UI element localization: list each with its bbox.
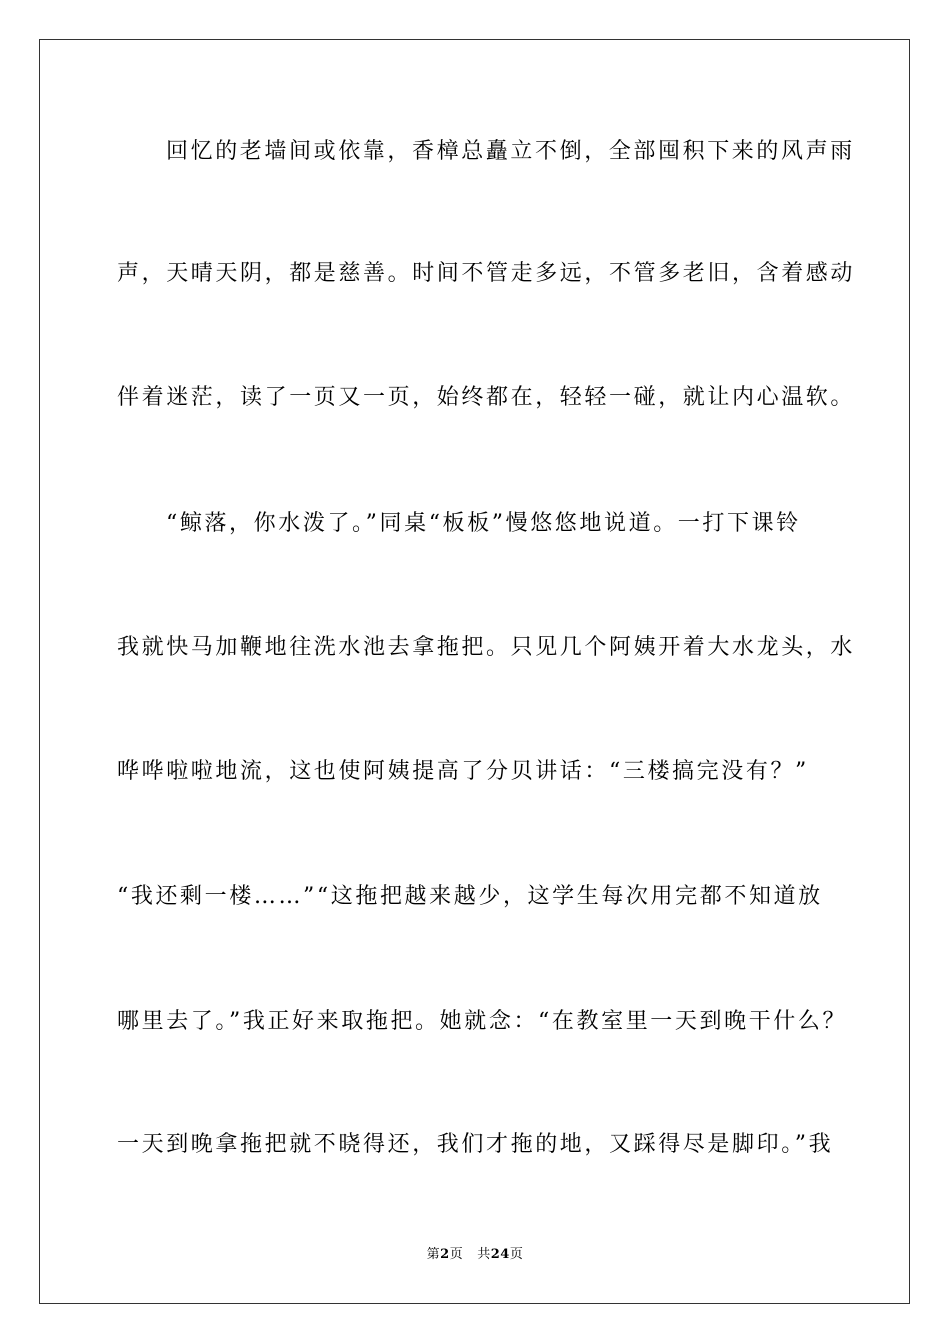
total-suffix: 页 — [509, 1247, 524, 1262]
paragraph-line: 一天到晚拿拖把就不晓得还，我们才拖的地，又踩得尽是脚印。”我 — [117, 1132, 834, 1157]
page-prefix: 第 — [426, 1247, 441, 1262]
paragraph-line: “我还剩一楼……”“这拖把越来越少，这学生每次用完都不知道放 — [117, 884, 823, 909]
paragraph-line: 哪里去了。”我正好来取拖把。她就念：“在教室里一天到晚干什么？ — [117, 1009, 848, 1034]
total-pages: 24 — [490, 1247, 510, 1262]
page-border — [39, 39, 910, 1304]
paragraph-line: 伴着迷茫，读了一页又一页，始终都在，轻轻一碰，就让内心温软。 — [117, 385, 856, 410]
paragraph-line: 声，天晴天阴，都是慈善。时间不管走多远，不管多老旧，含着感动 — [117, 261, 856, 286]
page-suffix: 页 — [449, 1247, 464, 1262]
paragraph-line: 哗哗啦啦地流，这也使阿姨提高了分贝讲话：“三楼搞完没有？” — [117, 759, 809, 784]
paragraph-line: 回忆的老墙间或依靠，香樟总矗立不倒，全部囤积下来的风声雨 — [166, 139, 855, 164]
total-prefix: 共 — [477, 1247, 491, 1262]
page-footer — [0, 1246, 950, 1264]
paragraph-line: “鲸落，你水泼了。”同桌“板板”慢悠悠地说道。一打下课铃 — [166, 511, 801, 536]
paragraph-line: 我就快马加鞭地往洗水池去拿拖把。只见几个阿姨开着大水龙头，水 — [117, 635, 856, 660]
page-number: 2 — [440, 1247, 450, 1262]
